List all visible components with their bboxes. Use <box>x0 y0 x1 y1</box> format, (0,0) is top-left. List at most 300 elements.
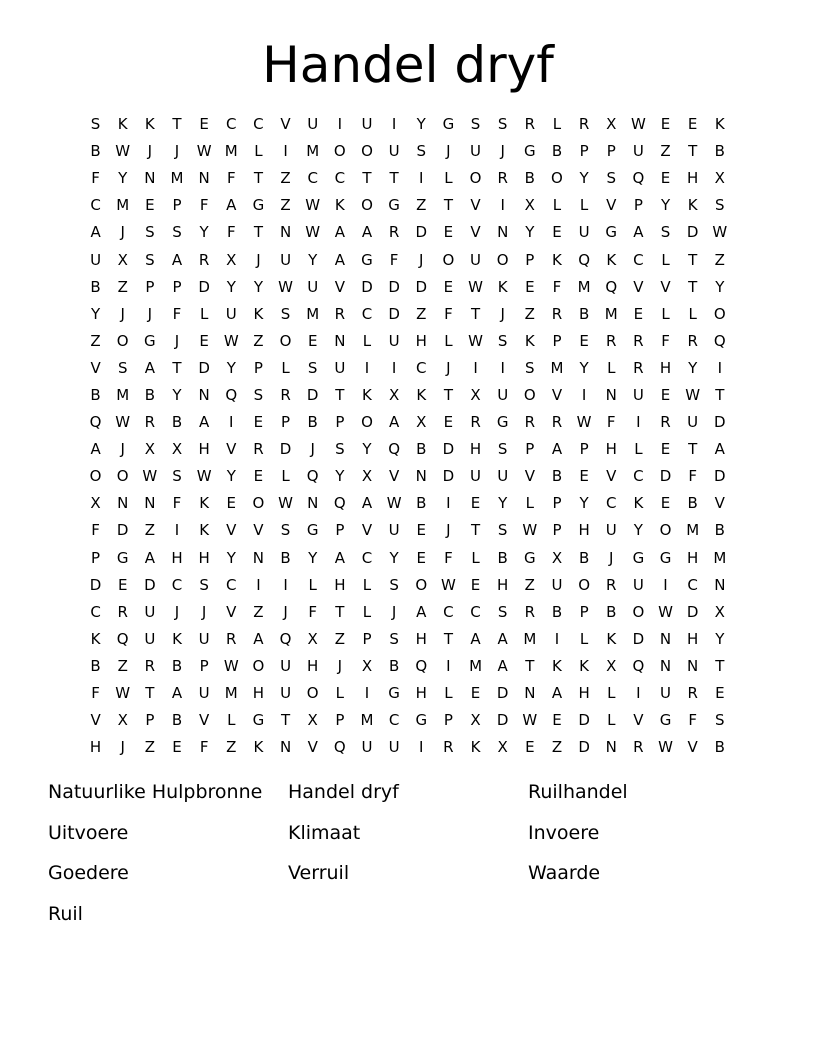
grid-letter: I <box>364 358 370 377</box>
grid-letter: U <box>632 385 644 404</box>
grid-letter: S <box>497 115 508 134</box>
grid-letter: K <box>253 304 264 323</box>
grid-letter: S <box>145 223 155 242</box>
grid-letter: P <box>335 711 345 730</box>
grid-letter: J <box>283 602 288 621</box>
grid-letter: X <box>470 711 481 730</box>
grid-letter: Z <box>253 331 264 350</box>
grid-letter: R <box>660 413 671 432</box>
grid-letter: R <box>470 413 481 432</box>
grid-letter: G <box>144 331 156 350</box>
grid-letter: K <box>172 629 182 648</box>
grid-letter: F <box>688 711 697 730</box>
grid-letter: H <box>415 684 427 703</box>
grid-letter: W <box>305 196 321 215</box>
grid-letter: Z <box>524 575 535 594</box>
grid-letter: V <box>361 521 373 540</box>
grid-letter: S <box>335 440 345 459</box>
grid-row <box>82 545 734 572</box>
grid-letter: P <box>633 196 643 215</box>
grid-letter: R <box>117 602 128 621</box>
grid-letter: B <box>307 413 318 432</box>
grid-letter: L <box>661 304 670 323</box>
grid-letter: X <box>497 738 508 757</box>
grid-letter: D <box>686 602 699 621</box>
grid-letter: U <box>280 684 292 703</box>
grid-letter: E <box>715 684 725 703</box>
grid-letter: W <box>522 711 538 730</box>
grid-letter: M <box>224 142 238 161</box>
grid-letter: O <box>713 304 726 323</box>
grid-letter: U <box>361 738 373 757</box>
grid-letter: V <box>226 440 237 459</box>
grid-letter: R <box>198 250 210 269</box>
grid-letter: J <box>419 250 424 269</box>
grid-letter: D <box>578 738 590 757</box>
grid-letter: E <box>117 575 128 594</box>
grid-letter: V <box>388 467 400 486</box>
grid-letter: M <box>550 358 564 377</box>
grid-letter: S <box>280 521 291 540</box>
grid-letter: F <box>199 196 209 215</box>
grid-letter: Z <box>226 738 237 757</box>
grid-row <box>82 274 734 301</box>
grid-letter: L <box>607 358 616 377</box>
grid-letter: A <box>90 223 101 242</box>
grid-letter: H <box>578 684 590 703</box>
grid-letter: W <box>115 413 131 432</box>
grid-letter: U <box>388 331 400 350</box>
grid-letter: Y <box>715 277 725 296</box>
grid-letter: W <box>468 277 483 296</box>
grid-letter: N <box>714 575 726 594</box>
grid-letter: R <box>687 684 698 703</box>
grid-letter: U <box>198 629 210 648</box>
grid-letter: L <box>444 169 453 188</box>
grid-letter: H <box>578 521 590 540</box>
word-list-item: Klimaat <box>288 821 361 844</box>
grid-letter: N <box>307 494 319 513</box>
grid-letter: M <box>224 684 238 703</box>
grid-letter: Q <box>225 385 238 404</box>
grid-letter: U <box>660 684 672 703</box>
grid-letter: N <box>524 684 536 703</box>
grid-letter: N <box>415 467 427 486</box>
grid-letter: L <box>362 575 372 594</box>
grid-letter: K <box>90 629 101 648</box>
grid-letter: F <box>606 413 616 432</box>
grid-letter: A <box>416 602 427 621</box>
grid-letter: V <box>90 711 101 730</box>
grid-letter: P <box>199 656 209 675</box>
grid-letter: L <box>362 331 372 350</box>
grid-letter: Z <box>144 521 155 540</box>
grid-letter: K <box>334 196 345 215</box>
grid-row <box>82 192 734 219</box>
grid-letter: I <box>663 575 668 594</box>
grid-letter: L <box>525 494 534 513</box>
grid-letter: G <box>252 711 265 730</box>
grid-letter: Y <box>199 223 209 242</box>
grid-letter: L <box>552 115 562 134</box>
grid-letter: K <box>552 656 562 675</box>
grid-letter: F <box>444 304 453 323</box>
grid-letter: U <box>388 142 400 161</box>
grid-letter: L <box>688 304 697 323</box>
grid-row <box>82 138 734 165</box>
grid-letter: B <box>171 413 183 432</box>
grid-letter: J <box>391 602 397 621</box>
grid-letter: J <box>174 142 180 161</box>
grid-letter: S <box>199 575 209 594</box>
grid-letter: W <box>576 413 592 432</box>
grid-letter: R <box>524 413 536 432</box>
grid-letter: L <box>281 467 290 486</box>
grid-letter: D <box>144 575 156 594</box>
grid-letter: T <box>335 602 345 621</box>
letter-grid <box>82 111 734 761</box>
grid-letter: U <box>307 115 319 134</box>
grid-letter: I <box>500 358 505 377</box>
grid-letter: E <box>552 223 562 242</box>
grid-letter: X <box>416 413 427 432</box>
grid-letter: N <box>334 331 346 350</box>
grid-letter: S <box>117 358 128 377</box>
grid-letter: E <box>660 385 671 404</box>
grid-letter: C <box>226 575 237 594</box>
grid-letter: Z <box>280 169 291 188</box>
grid-letter: E <box>470 575 481 594</box>
grid-letter: G <box>524 548 536 567</box>
grid-letter: J <box>446 521 451 540</box>
grid-letter: E <box>416 521 426 540</box>
grid-letter: S <box>280 304 291 323</box>
grid-letter: U <box>551 575 563 594</box>
grid-letter: R <box>253 440 264 459</box>
grid-letter: D <box>388 304 400 323</box>
grid-letter: A <box>226 196 237 215</box>
grid-row <box>82 382 734 409</box>
grid-letter: E <box>525 277 535 296</box>
grid-letter: Y <box>226 277 236 296</box>
grid-letter: S <box>606 169 616 188</box>
grid-letter: E <box>687 115 698 134</box>
grid-letter: W <box>712 223 728 242</box>
grid-letter: V <box>470 196 481 215</box>
grid-letter: X <box>361 467 373 486</box>
grid-letter: B <box>606 602 617 621</box>
grid-letter: X <box>144 440 155 459</box>
grid-letter: K <box>362 385 372 404</box>
grid-letter: I <box>337 115 343 134</box>
grid-letter: B <box>551 602 563 621</box>
grid-letter: L <box>335 684 345 703</box>
grid-letter: A <box>633 223 644 242</box>
grid-letter: Y <box>118 169 128 188</box>
grid-letter: R <box>551 413 563 432</box>
grid-letter: D <box>714 413 726 432</box>
grid-letter: H <box>687 629 699 648</box>
grid-letter: T <box>715 656 725 675</box>
grid-letter: V <box>226 521 237 540</box>
grid-letter: T <box>389 169 399 188</box>
grid-row <box>82 219 734 246</box>
grid-letter: C <box>361 548 373 567</box>
grid-letter: B <box>90 142 101 161</box>
grid-letter: H <box>415 331 427 350</box>
grid-letter: P <box>606 142 616 161</box>
grid-letter: F <box>688 467 697 486</box>
word-list-item: Ruil <box>48 902 83 925</box>
grid-letter: A <box>199 413 210 432</box>
grid-letter: A <box>334 250 345 269</box>
grid-letter: E <box>307 331 318 350</box>
grid-letter: Q <box>89 413 102 432</box>
grid-letter: K <box>714 115 725 134</box>
grid-letter: Y <box>715 629 725 648</box>
grid-letter: S <box>497 521 508 540</box>
grid-letter: X <box>714 169 725 188</box>
grid-letter: L <box>607 711 616 730</box>
grid-letter: C <box>633 467 644 486</box>
grid-letter: L <box>607 684 616 703</box>
word-list <box>48 776 768 938</box>
grid-letter: S <box>389 575 399 594</box>
grid-letter: R <box>334 304 346 323</box>
grid-letter: D <box>496 711 509 730</box>
grid-letter: C <box>226 115 237 134</box>
grid-letter: C <box>633 250 644 269</box>
grid-letter: P <box>91 548 101 567</box>
grid-letter: B <box>90 385 101 404</box>
grid-letter: K <box>470 738 481 757</box>
grid-letter: I <box>256 575 261 594</box>
grid-letter: B <box>497 548 508 567</box>
grid-letter: A <box>497 629 508 648</box>
grid-letter: O <box>632 602 645 621</box>
grid-letter: P <box>362 629 372 648</box>
grid-letter: D <box>279 440 292 459</box>
grid-letter: K <box>552 250 562 269</box>
grid-letter: H <box>252 684 265 703</box>
grid-letter: B <box>144 385 155 404</box>
grid-letter: M <box>306 142 320 161</box>
grid-letter: L <box>254 142 263 161</box>
grid-letter: R <box>633 331 644 350</box>
grid-letter: Q <box>333 738 346 757</box>
grid-letter: C <box>416 358 427 377</box>
grid-letter: Z <box>280 196 291 215</box>
grid-letter: D <box>578 711 590 730</box>
word-list-item: Verruil <box>288 862 350 884</box>
word-list-item: Goedere <box>48 862 129 884</box>
grid-letter: K <box>579 656 590 675</box>
grid-letter: P <box>335 413 345 432</box>
grid-letter: Y <box>389 548 399 567</box>
grid-letter: U <box>497 385 509 404</box>
grid-letter: E <box>525 738 535 757</box>
grid-letter: C <box>90 196 101 215</box>
grid-letter: M <box>360 711 374 730</box>
grid-letter: Q <box>578 250 590 269</box>
grid-letter: A <box>470 629 481 648</box>
grid-letter: C <box>361 304 373 323</box>
grid-letter: V <box>90 358 101 377</box>
grid-letter: U <box>307 277 319 296</box>
grid-letter: R <box>443 738 454 757</box>
grid-letter: Z <box>334 629 345 648</box>
grid-letter: Q <box>116 629 129 648</box>
grid-letter: U <box>470 467 482 486</box>
grid-letter: I <box>229 413 234 432</box>
grid-letter: Y <box>253 277 263 296</box>
grid-letter: F <box>91 169 100 188</box>
grid-letter: Z <box>660 142 671 161</box>
grid-letter: D <box>415 223 428 242</box>
grid-letter: Q <box>713 331 726 350</box>
grid-letter: B <box>171 711 183 730</box>
grid-letter: Q <box>333 494 346 513</box>
grid-letter: W <box>305 223 321 242</box>
grid-letter: F <box>444 548 453 567</box>
grid-letter: C <box>388 711 400 730</box>
grid-letter: P <box>145 711 155 730</box>
grid-letter: U <box>198 684 210 703</box>
grid-letter: R <box>633 358 644 377</box>
grid-letter: D <box>442 467 455 486</box>
grid-row <box>82 246 734 273</box>
grid-letter: Z <box>90 331 101 350</box>
grid-letter: O <box>523 385 536 404</box>
grid-letter: O <box>442 250 455 269</box>
grid-letter: E <box>660 440 671 459</box>
grid-letter: F <box>91 521 100 540</box>
grid-letter: S <box>497 602 508 621</box>
grid-letter: W <box>386 494 402 513</box>
grid-row <box>82 463 734 490</box>
grid-letter: P <box>525 250 535 269</box>
grid-letter: J <box>500 142 505 161</box>
grid-letter: Z <box>117 656 128 675</box>
grid-letter: S <box>715 711 725 730</box>
grid-letter: H <box>171 548 183 567</box>
grid-letter: Z <box>117 277 128 296</box>
grid-letter: M <box>116 385 130 404</box>
grid-letter: R <box>687 331 698 350</box>
grid-letter: E <box>633 304 644 323</box>
grid-letter: D <box>198 358 210 377</box>
grid-letter: A <box>144 548 155 567</box>
grid-letter: U <box>632 142 644 161</box>
grid-letter: B <box>714 521 725 540</box>
grid-letter: F <box>172 304 182 323</box>
grid-letter: B <box>551 142 563 161</box>
grid-letter: E <box>579 467 589 486</box>
grid-letter: M <box>686 521 700 540</box>
grid-letter: V <box>551 385 563 404</box>
grid-letter: F <box>552 277 562 296</box>
grid-letter: H <box>198 440 210 459</box>
grid-letter: J <box>201 602 207 621</box>
grid-letter: T <box>688 250 698 269</box>
grid-letter: W <box>630 115 646 134</box>
grid-letter: Y <box>90 304 101 323</box>
grid-row <box>82 572 734 599</box>
grid-letter: T <box>688 142 698 161</box>
grid-letter: B <box>280 548 291 567</box>
grid-letter: A <box>144 358 155 377</box>
grid-row <box>82 165 734 192</box>
grid-letter: W <box>278 494 293 513</box>
grid-letter: I <box>500 196 505 215</box>
grid-letter: E <box>552 711 562 730</box>
grid-letter: B <box>551 467 563 486</box>
grid-letter: Y <box>688 358 698 377</box>
grid-letter: Y <box>362 440 372 459</box>
grid-letter: W <box>440 575 456 594</box>
grid-letter: N <box>687 656 699 675</box>
grid-letter: M <box>604 304 618 323</box>
grid-letter: P <box>335 521 345 540</box>
grid-letter: K <box>606 250 617 269</box>
grid-letter: R <box>388 223 400 242</box>
grid-letter: G <box>659 711 672 730</box>
grid-letter: I <box>554 629 560 648</box>
grid-letter: G <box>632 548 645 567</box>
grid-letter: K <box>606 629 617 648</box>
grid-letter: T <box>688 440 698 459</box>
word-list-item: Natuurlike Hulpbronne <box>48 781 263 803</box>
grid-row <box>82 328 734 355</box>
grid-letter: Z <box>253 602 264 621</box>
grid-letter: C <box>307 169 318 188</box>
grid-letter: T <box>335 385 345 404</box>
grid-letter: U <box>280 656 292 675</box>
grid-letter: I <box>636 684 641 703</box>
grid-letter: P <box>172 277 182 296</box>
grid-letter: D <box>496 684 509 703</box>
grid-letter: A <box>334 548 345 567</box>
grid-letter: T <box>525 656 535 675</box>
grid-letter: D <box>306 385 319 404</box>
grid-letter: L <box>308 575 317 594</box>
grid-letter: X <box>361 656 373 675</box>
grid-letter: I <box>419 738 424 757</box>
grid-letter: B <box>416 440 427 459</box>
grid-letter: G <box>388 684 400 703</box>
grid-letter: B <box>90 277 101 296</box>
grid-letter: A <box>90 440 101 459</box>
grid-letter: S <box>145 250 155 269</box>
grid-letter: U <box>632 575 644 594</box>
grid-letter: O <box>469 169 482 188</box>
grid-letter: F <box>226 223 236 242</box>
grid-letter: T <box>715 385 725 404</box>
grid-letter: U <box>144 602 156 621</box>
word-list-item: Waarde <box>528 862 601 884</box>
grid-letter: P <box>145 277 155 296</box>
grid-letter: V <box>714 494 725 513</box>
grid-letter: A <box>388 413 400 432</box>
grid-letter: D <box>388 277 400 296</box>
grid-letter: S <box>525 358 535 377</box>
grid-letter: E <box>443 413 454 432</box>
grid-letter: S <box>497 331 508 350</box>
grid-letter: T <box>280 711 291 730</box>
grid-letter: R <box>280 385 291 404</box>
grid-letter: P <box>443 711 453 730</box>
grid-row <box>82 355 734 382</box>
